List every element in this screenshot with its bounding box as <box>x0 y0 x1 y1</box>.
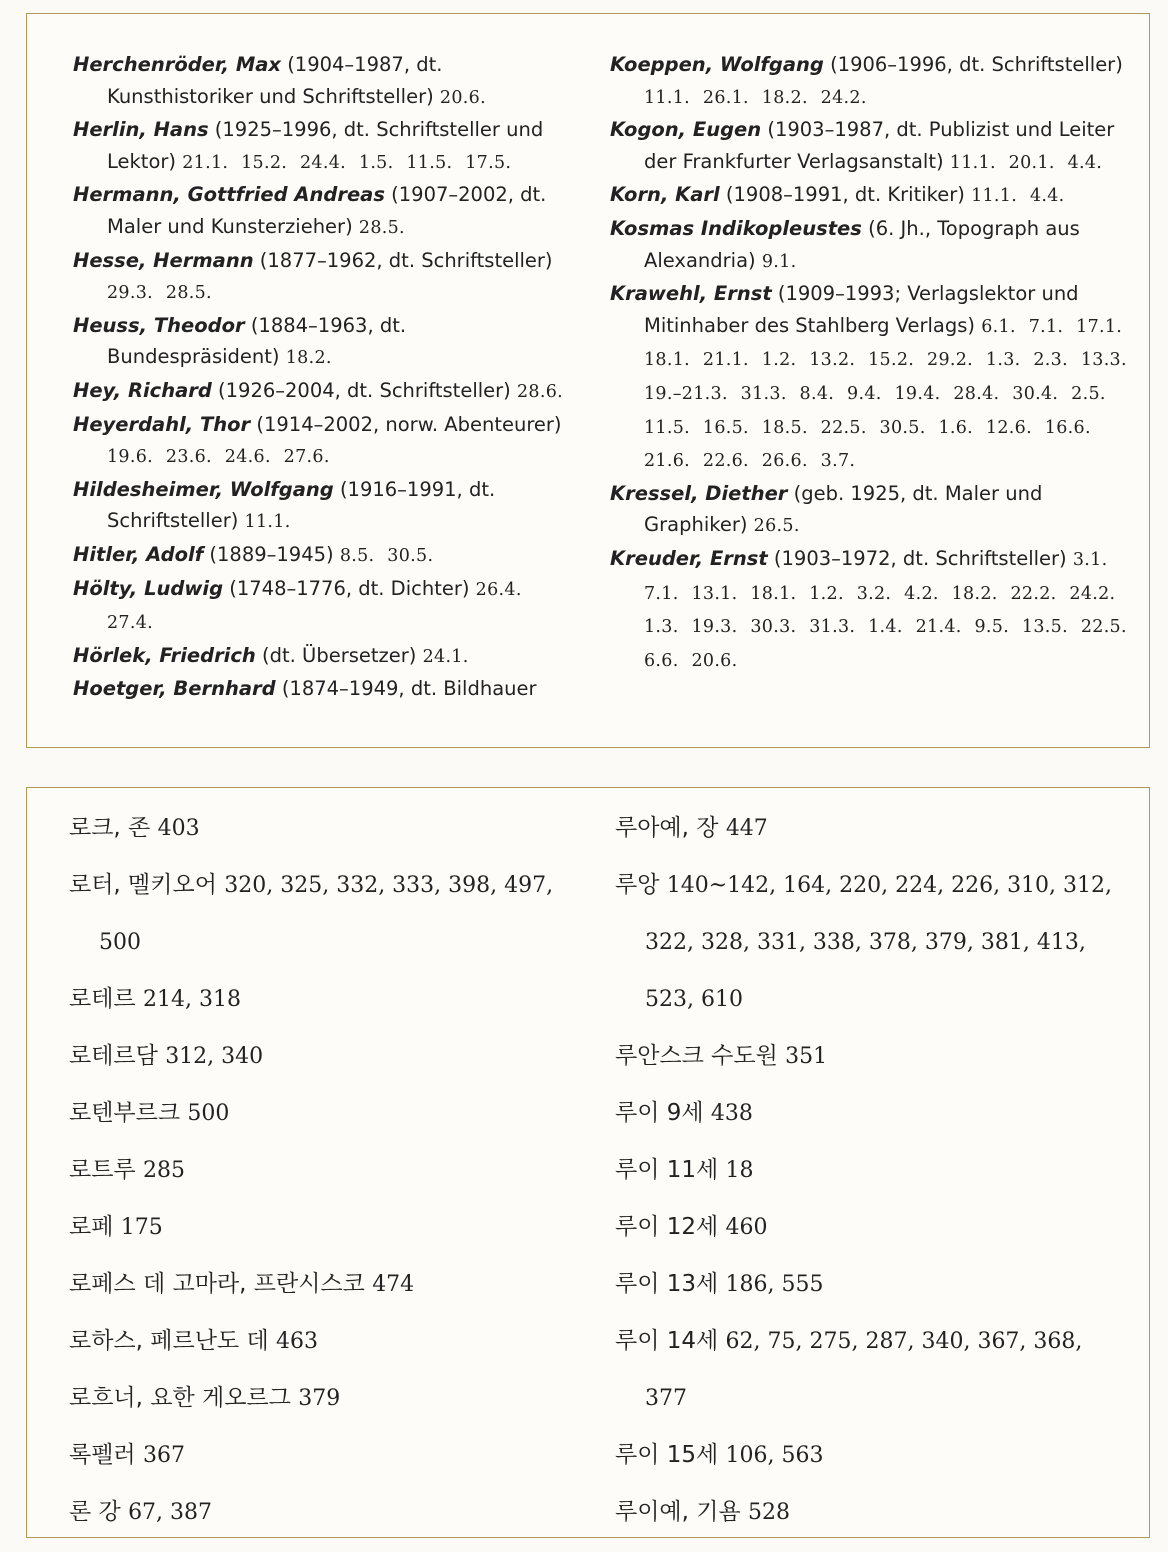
entry-references: 29.3. 28.5. <box>107 283 212 304</box>
index-entry <box>73 409 573 474</box>
index-entry <box>69 1427 579 1484</box>
index-entry <box>73 573 573 640</box>
korean-index-left-column <box>69 800 579 1541</box>
entry-pages: 214, 318 <box>142 987 241 1012</box>
entry-description: (1877–1962, dt. Schriftsteller) <box>259 248 553 272</box>
entry-term: 로흐너, 요한 게오르그 <box>69 1385 291 1411</box>
entry-pages: 447 <box>725 816 768 841</box>
entry-references: 11.1. 4.4. <box>971 186 1065 207</box>
index-entry <box>73 673 573 705</box>
index-entry <box>615 1427 1125 1484</box>
entry-pages: 367 <box>142 1443 185 1468</box>
entry-term: 루이 12세 <box>615 1214 719 1240</box>
entry-term: 로하스, 페르난도 데 <box>69 1328 269 1354</box>
index-entry <box>73 49 573 114</box>
index-entry <box>69 857 579 971</box>
entry-pages: 460 <box>725 1215 768 1240</box>
entry-description: (1889–1945) <box>209 542 334 566</box>
entry-name: Heuss, Theodor <box>73 313 245 337</box>
entry-description: (1907–2002, dt. Maler und Kunsterzieher) <box>107 183 547 238</box>
entry-description: (1909–1993; Verlagslektor und Mitinhaber des Stahlberg Verlags) <box>644 282 1079 337</box>
entry-name: Hörlek, Friedrich <box>73 643 256 667</box>
index-entry <box>69 1028 579 1085</box>
entry-name: Hoetger, Bernhard <box>73 677 276 701</box>
entry-pages: 500 <box>187 1101 230 1126</box>
entry-name: Krawehl, Ernst <box>610 282 772 306</box>
entry-name: Kressel, Diether <box>610 481 788 505</box>
entry-term: 로페 <box>69 1214 114 1240</box>
entry-description: (1903–1972, dt. Schriftsteller) <box>773 546 1067 570</box>
entry-description: (dt. Übersetzer) <box>262 643 417 667</box>
index-entry <box>73 179 573 244</box>
entry-description: (6. Jh., Topograph aus Alexandria) <box>644 216 1080 272</box>
index-entry <box>73 245 573 310</box>
entry-term: 로페스 데 고마라, 프란시스코 <box>69 1271 365 1297</box>
entry-pages: 140~142, 164, 220, 224, 226, 310, 312, 322, 328, 331, 338, 378, 379, 381, 413, 523, 610 <box>645 873 1113 1012</box>
entry-pages: 18 <box>725 1158 754 1183</box>
entry-references: 21.1. 15.2. 24.4. 1.5. 11.5. 17.5. <box>182 152 512 173</box>
entry-references: 8.5. 30.5. <box>339 545 434 566</box>
entry-term: 로테르 <box>69 986 136 1012</box>
entry-pages: 285 <box>142 1158 185 1183</box>
entry-name: Koeppen, Wolfgang <box>610 53 824 76</box>
entry-term: 루안스크 수도원 <box>615 1043 778 1069</box>
entry-name: Herlin, Hans <box>73 118 209 142</box>
index-entry <box>69 1370 579 1427</box>
index-entry <box>69 1142 579 1199</box>
entry-references: 28.6. <box>516 381 564 402</box>
entry-pages: 438 <box>710 1101 753 1126</box>
entry-references: 26.5. <box>753 516 800 537</box>
entry-pages: 528 <box>748 1500 791 1525</box>
index-entry <box>610 478 1130 543</box>
index-entry <box>73 474 573 539</box>
entry-references: 26.4. 27.4. <box>107 579 522 634</box>
korean-index-right-column <box>615 800 1125 1541</box>
entry-pages: 186, 555 <box>725 1272 824 1297</box>
entry-name: Hermann, Gottfried Andreas <box>73 183 385 207</box>
index-entry <box>73 114 573 179</box>
index-entry <box>73 539 573 573</box>
index-entry <box>69 1256 579 1313</box>
index-entry <box>73 640 573 674</box>
entry-description: (1748–1776, dt. Dichter) <box>229 576 470 600</box>
index-entry <box>615 1484 1125 1541</box>
entry-name: Hey, Richard <box>73 378 212 402</box>
entry-description: (1908–1991, dt. Kritiker) <box>725 183 965 207</box>
entry-description: (1906–1996, dt. Schriftsteller) <box>830 53 1123 76</box>
entry-term: 로크, 존 <box>69 815 151 841</box>
entry-term: 루이 9세 <box>615 1100 704 1126</box>
entry-pages: 312, 340 <box>165 1044 264 1069</box>
entry-references: 19.6. 23.6. 24.6. 27.6. <box>107 447 330 468</box>
index-entry <box>69 1199 579 1256</box>
entry-description: (1874–1949, dt. Bildhauer <box>281 677 537 701</box>
entry-name: Hitler, Adolf <box>73 542 204 566</box>
entry-references: 6.1. 7.1. 17.1. 18.1. 21.1. 1.2. 13.2. 15.2. 29.2. 1.3. 2.3. 13.3. 19.–21.3. 31.3. 8.4. 9.4. 19.4. 28.4. 30.4. 2.5. 11.5. 16.5. 18.5. 22.5. 30.5. 1.6. 12.6. 16.6. 21.6. 22.6. 26.6. 3.7. <box>644 316 1127 472</box>
entry-name: Kogon, Eugen <box>610 118 762 142</box>
entry-name: Hildesheimer, Wolfgang <box>73 477 334 501</box>
entry-name: Kosmas Indikopleustes <box>610 216 862 240</box>
index-entry <box>615 1028 1125 1085</box>
index-entry <box>615 1313 1125 1427</box>
entry-term: 루이 14세 <box>615 1328 719 1354</box>
entry-name: Korn, Karl <box>610 183 720 207</box>
entry-references: 11.1. 26.1. 18.2. 24.2. <box>644 87 867 108</box>
entry-pages: 106, 563 <box>725 1443 824 1468</box>
entry-pages: 62, 75, 275, 287, 340, 367, 368, 377 <box>645 1329 1083 1411</box>
index-entry <box>69 971 579 1028</box>
entry-description: (1916–1991, dt. Schriftsteller) <box>107 477 496 533</box>
entry-description: (1904–1987, dt. Kunsthistoriker und Schriftsteller) <box>107 53 443 108</box>
korean-index-panel <box>26 787 1150 1538</box>
entry-references: 11.1. <box>244 512 291 533</box>
german-index-panel <box>26 13 1150 748</box>
index-entry <box>615 1199 1125 1256</box>
german-index-right-column <box>610 49 1130 677</box>
entry-references: 20.6. <box>439 87 486 108</box>
entry-name: Heyerdahl, Thor <box>73 412 251 436</box>
index-entry <box>610 179 1130 213</box>
entry-references: 28.5. <box>358 217 405 238</box>
entry-name: Herchenröder, Max <box>73 53 281 76</box>
entry-references: 9.1. <box>761 251 797 272</box>
entry-description: (geb. 1925, dt. Maler und Graphiker) <box>644 481 1043 537</box>
entry-pages: 351 <box>785 1044 828 1069</box>
index-entry <box>615 1085 1125 1142</box>
index-entry <box>615 1256 1125 1313</box>
entry-pages: 320, 325, 332, 333, 398, 497, 500 <box>99 873 554 955</box>
entry-references: 11.1. 20.1. 4.4. <box>949 152 1103 173</box>
entry-name: Kreuder, Ernst <box>610 546 768 570</box>
entry-term: 루아예, 장 <box>615 815 719 841</box>
entry-term: 루이 11세 <box>615 1157 719 1183</box>
entry-description: (1903–1987, dt. Publizist und Leiter der Frankfurter Verlagsanstalt) <box>644 118 1115 173</box>
entry-term: 록펠러 <box>69 1442 136 1468</box>
entry-references: 3.1. 7.1. 13.1. 18.1. 1.2. 3.2. 4.2. 18.2. 22.2. 24.2. 1.3. 19.3. 30.3. 31.3. 1.4. 21.4. 9.5. 13.5. 22.5. 6.6. 20.6. <box>644 549 1127 671</box>
entry-references: 18.2. <box>285 348 332 369</box>
index-entry <box>615 1142 1125 1199</box>
index-entry <box>610 49 1130 114</box>
entry-term: 로테르담 <box>69 1043 158 1069</box>
entry-pages: 67, 387 <box>128 1500 213 1525</box>
entry-term: 루이 15세 <box>615 1442 719 1468</box>
entry-term: 루이예, 기욤 <box>615 1499 741 1525</box>
entry-term: 루이 13세 <box>615 1271 719 1297</box>
index-entry <box>73 310 573 375</box>
index-entry <box>615 857 1125 1028</box>
index-entry <box>69 1085 579 1142</box>
entry-term: 로터, 멜키오어 <box>69 872 217 898</box>
entry-references: 24.1. <box>422 646 469 667</box>
entry-description: (1884–1963, dt. Bundespräsident) <box>107 313 407 369</box>
entry-pages: 474 <box>372 1272 415 1297</box>
entry-name: Hölty, Ludwig <box>73 576 224 600</box>
index-entry <box>610 213 1130 278</box>
index-entry <box>615 800 1125 857</box>
entry-term: 로텐부르크 <box>69 1100 181 1126</box>
entry-term: 루앙 <box>615 872 660 898</box>
german-index-left-column <box>73 49 573 705</box>
entry-description: (1926–2004, dt. Schriftsteller) <box>218 378 511 402</box>
entry-pages: 403 <box>157 816 200 841</box>
index-entry <box>69 1313 579 1370</box>
entry-term: 론 강 <box>69 1499 121 1525</box>
entry-pages: 175 <box>120 1215 163 1240</box>
index-entry <box>610 543 1130 677</box>
entry-name: Hesse, Hermann <box>73 248 254 272</box>
index-entry <box>73 375 573 409</box>
entry-term: 로트루 <box>69 1157 136 1183</box>
index-entry <box>69 800 579 857</box>
index-entry <box>610 114 1130 179</box>
index-entry <box>610 278 1130 478</box>
index-entry <box>69 1484 579 1541</box>
entry-description: (1914–2002, norw. Abenteurer) <box>256 412 562 436</box>
entry-pages: 463 <box>276 1329 318 1354</box>
entry-pages: 379 <box>298 1386 341 1411</box>
entry-description: (1925–1996, dt. Schriftsteller und Lektor) <box>107 118 544 173</box>
